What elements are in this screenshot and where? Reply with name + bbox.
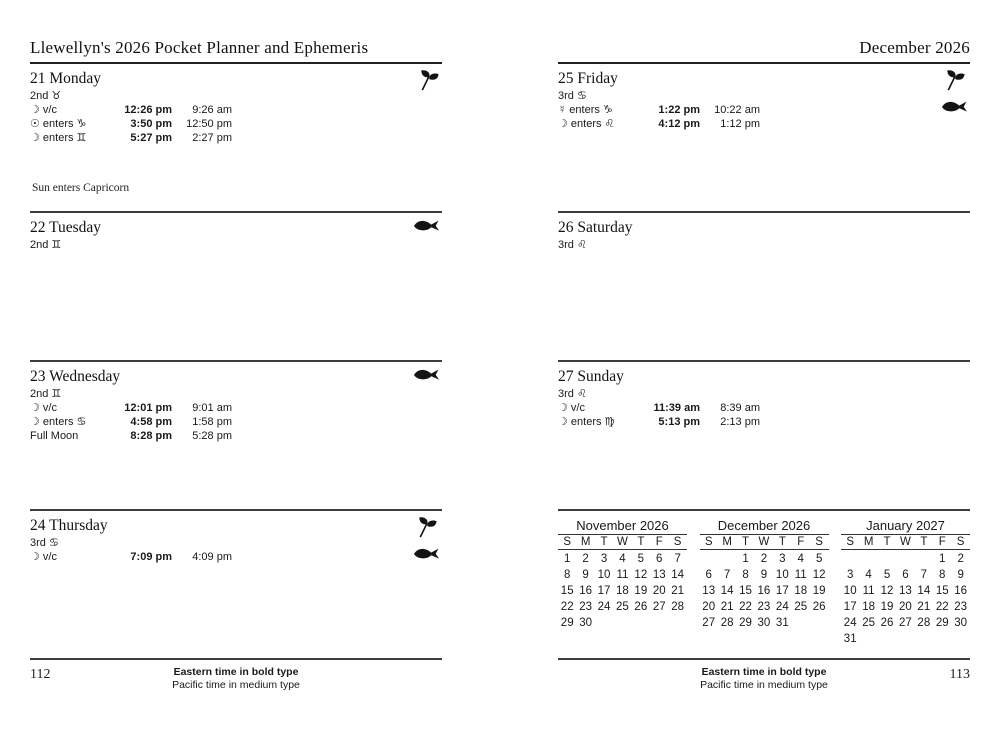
calendar-day (896, 631, 914, 647)
pacific-time-note: Pacific time in medium type (700, 678, 828, 691)
calendar-day: 29 (739, 617, 752, 629)
calendar-day (718, 551, 736, 567)
day-title: 26 Saturday (558, 219, 633, 236)
weekday-label: W (616, 536, 628, 548)
calendar-day: 5 (815, 553, 823, 565)
event-eastern-time: 5:13 pm (658, 416, 700, 428)
calendar-day (859, 631, 877, 647)
event-pacific-time: 2:13 pm (720, 416, 760, 428)
calendar-day: 20 (702, 601, 716, 613)
calendar-day: 16 (757, 585, 771, 597)
calendar-day: 12 (634, 569, 648, 581)
event-eastern-time: 1:22 pm (658, 104, 700, 116)
weekday-label: S (815, 536, 823, 548)
event-eastern-time: 4:58 pm (130, 416, 172, 428)
month-title: December 2026 (859, 38, 970, 57)
day-section-wednesday (30, 362, 442, 511)
right-page (558, 38, 970, 691)
calendar-day (933, 631, 951, 647)
calendar-day: 9 (957, 569, 964, 581)
calendar-day: 20 (652, 585, 666, 597)
day-section-saturday (558, 213, 970, 362)
calendar-grid (558, 550, 687, 631)
day-section-thursday (30, 511, 442, 660)
calendar-day: 3 (847, 569, 854, 581)
eastern-time-note: Eastern time in bold type (173, 666, 299, 678)
day-icons (941, 69, 968, 114)
calendar-day: 24 (597, 601, 611, 613)
calendar-day: 23 (579, 601, 592, 613)
weekday-label: S (956, 536, 965, 548)
event-eastern-time: 7:09 pm (130, 551, 172, 563)
left-page-footer (30, 660, 442, 691)
day-icons (413, 218, 440, 233)
calendar-day: 16 (579, 585, 592, 597)
event-pacific-time: 5:28 pm (192, 430, 232, 442)
calendar-day: 6 (705, 569, 712, 581)
event-eastern-time: 4:12 pm (658, 118, 700, 130)
calendar-month-title: November 2026 (576, 518, 669, 533)
calendar-day: 12 (812, 569, 826, 581)
calendar-day: 21 (720, 601, 734, 613)
mini-calendar-january-2027 (841, 518, 970, 647)
event-pacific-time: 4:09 pm (192, 551, 232, 563)
calendar-day (613, 615, 631, 631)
event-desc: ☽ v/c (30, 551, 57, 563)
calendar-day (650, 615, 668, 631)
calendar-day: 11 (794, 569, 807, 581)
calendar-day: 2 (760, 553, 768, 565)
event-desc: ☽ enters ♍ (558, 416, 615, 428)
mini-calendar-november-2026 (558, 518, 687, 647)
event-desc: Full Moon (30, 430, 79, 442)
calendar-day: 24 (775, 601, 789, 613)
weekday-label: T (742, 536, 750, 548)
day-title: 23 Wednesday (30, 368, 121, 385)
weekday-label: S (673, 536, 682, 548)
calendar-day: 15 (739, 585, 752, 597)
calendar-day: 18 (616, 585, 629, 597)
eastern-time-note: Eastern time in bold type (701, 666, 827, 678)
page-number: 112 (30, 667, 51, 682)
event-desc: ☉ enters ♑ (30, 118, 87, 130)
event-pacific-time: 2:27 pm (192, 132, 232, 144)
calendar-day: 12 (880, 585, 894, 597)
calendar-day: 14 (917, 585, 931, 597)
calendar-day: 1 (564, 553, 571, 565)
calendar-day: 21 (671, 585, 685, 597)
calendar-day: 25 (862, 617, 875, 629)
day-section-tuesday (30, 213, 442, 362)
fish-icon (413, 367, 440, 382)
weekday-label: T (883, 536, 891, 548)
calendar-day: 13 (702, 585, 716, 597)
moon-phase-sign: 3rd ♋ (558, 90, 587, 102)
event-row (558, 401, 970, 415)
weekday-label: M (863, 536, 874, 548)
calendar-day: 30 (954, 617, 968, 629)
calendar-day (841, 551, 859, 567)
calendar-day: 19 (880, 601, 894, 613)
event-pacific-time: 1:58 pm (192, 416, 232, 428)
day-section-monday (30, 64, 442, 213)
day-section-friday (558, 64, 970, 213)
weekday-label: T (600, 536, 608, 548)
moon-phase-sign: 2nd ♊ (30, 239, 62, 251)
event-row (30, 550, 442, 564)
calendar-day: 1 (742, 553, 749, 565)
calendar-day: 14 (720, 585, 734, 597)
calendar-day: 22 (935, 601, 949, 613)
event-list (30, 103, 442, 145)
weekday-label: F (797, 536, 805, 548)
calendar-day (915, 631, 933, 647)
calendar-day: 28 (720, 617, 734, 629)
moon-phase-sign: 3rd ♌ (558, 388, 587, 400)
calendar-month-title: January 2027 (866, 518, 945, 533)
fish-icon (413, 546, 440, 561)
calendar-grid (700, 550, 829, 631)
calendar-day: 15 (560, 585, 574, 597)
calendar-day: 11 (616, 569, 629, 581)
event-eastern-time: 12:26 pm (124, 104, 172, 116)
calendar-day (792, 615, 810, 631)
calendar-day: 13 (652, 569, 666, 581)
calendar-day: 4 (865, 569, 872, 581)
event-row (558, 103, 970, 117)
day-title: 27 Sunday (558, 368, 624, 385)
calendar-day: 19 (812, 585, 826, 597)
calendar-day (700, 551, 718, 567)
mini-calendar-row (558, 518, 970, 647)
calendar-day: 22 (739, 601, 752, 613)
calendar-day: 5 (637, 553, 645, 565)
weekday-label: S (704, 536, 713, 548)
event-pacific-time: 9:01 am (192, 402, 232, 414)
calendar-day (595, 615, 613, 631)
day-title: 24 Thursday (30, 517, 108, 534)
weekday-label: S (563, 536, 572, 548)
calendar-day: 15 (935, 585, 949, 597)
event-desc: ☽ v/c (30, 402, 57, 414)
event-eastern-time: 11:39 am (653, 402, 700, 414)
event-list (30, 401, 442, 443)
calendar-day: 29 (935, 617, 949, 629)
calendar-day: 14 (671, 569, 685, 581)
calendar-day: 28 (917, 617, 931, 629)
day-title: 21 Monday (30, 70, 102, 87)
calendar-day: 29 (560, 617, 574, 629)
weekday-label: F (938, 536, 946, 548)
event-desc: ☽ enters ♌ (558, 118, 615, 130)
calendar-day: 25 (616, 601, 629, 613)
event-list (558, 401, 970, 429)
mini-calendars-section (558, 511, 970, 660)
event-row (30, 401, 442, 415)
calendar-day: 3 (600, 553, 608, 565)
calendar-day: 10 (597, 569, 611, 581)
event-list (30, 550, 442, 564)
calendar-day: 8 (564, 569, 571, 581)
calendar-month-title: December 2026 (717, 518, 811, 533)
page-number: 113 (949, 667, 970, 682)
calendar-day: 2 (957, 553, 964, 565)
calendar-day: 31 (843, 633, 857, 645)
calendar-day (810, 615, 828, 631)
event-row (30, 131, 442, 145)
weekday-label: M (722, 536, 732, 548)
calendar-day: 26 (634, 601, 648, 613)
calendar-day: 19 (634, 585, 648, 597)
calendar-day: 24 (843, 617, 857, 629)
mini-calendar-december-2026 (700, 518, 829, 647)
calendar-day: 4 (619, 553, 626, 565)
event-eastern-time: 3:50 pm (130, 118, 172, 130)
calendar-day: 13 (899, 585, 912, 597)
calendar-day: 21 (917, 601, 931, 613)
calendar-day: 4 (797, 553, 804, 565)
event-eastern-time: 12:01 pm (124, 402, 172, 414)
event-desc: ☽ enters ♊ (30, 132, 87, 144)
moon-phase-sign: 3rd ♋ (30, 537, 59, 549)
calendar-day: 8 (939, 569, 946, 581)
event-list (558, 103, 970, 131)
event-eastern-time: 5:27 pm (130, 132, 172, 144)
event-row (30, 117, 442, 131)
calendar-day (632, 615, 650, 631)
calendar-day: 7 (723, 569, 731, 581)
calendar-day: 10 (775, 569, 789, 581)
day-note: Sun enters Capricorn (32, 182, 130, 194)
calendar-day: 17 (597, 585, 611, 597)
calendar-day: 30 (757, 617, 771, 629)
calendar-day: 18 (862, 601, 875, 613)
calendar-day (668, 615, 686, 631)
event-pacific-time: 9:26 am (192, 104, 232, 116)
day-icons (413, 367, 440, 382)
calendar-day: 26 (880, 617, 894, 629)
day-icons (413, 516, 440, 561)
calendar-day: 8 (742, 569, 749, 581)
calendar-day: 7 (920, 569, 928, 581)
calendar-day: 3 (779, 553, 786, 565)
calendar-day: 17 (775, 585, 789, 597)
leaf-icon (417, 69, 440, 92)
calendar-weekday-row (558, 534, 687, 550)
weekday-label: T (637, 536, 645, 548)
day-title: 22 Tuesday (30, 219, 102, 236)
calendar-day (859, 551, 877, 567)
fish-icon (413, 218, 440, 233)
calendar-day: 20 (899, 601, 912, 613)
calendar-day: 27 (652, 601, 666, 613)
weekday-label: M (580, 536, 591, 548)
event-row (30, 415, 442, 429)
right-page-footer (558, 660, 970, 691)
event-pacific-time: 10:22 am (714, 104, 760, 116)
calendar-day: 23 (757, 601, 771, 613)
event-desc: ☽ v/c (30, 104, 57, 116)
weekday-label: T (778, 536, 786, 548)
event-row (558, 415, 970, 429)
day-icons (417, 69, 440, 92)
calendar-day: 27 (702, 617, 716, 629)
event-desc: ☿ enters ♑ (558, 104, 613, 116)
calendar-day: 9 (760, 569, 768, 581)
day-section-sunday (558, 362, 970, 511)
event-desc: ☽ enters ♋ (30, 416, 87, 428)
day-title: 25 Friday (558, 70, 618, 87)
calendar-day: 27 (899, 617, 912, 629)
left-page-header (30, 38, 442, 64)
pacific-time-note: Pacific time in medium type (172, 678, 300, 691)
weekday-label: T (920, 536, 928, 548)
calendar-day: 6 (656, 553, 663, 565)
calendar-day: 10 (843, 585, 857, 597)
weekday-label: S (846, 536, 855, 548)
moon-phase-sign: 2nd ♉ (30, 90, 62, 102)
left-page (30, 38, 442, 691)
calendar-day: 28 (671, 601, 685, 613)
calendar-day: 2 (582, 553, 589, 565)
event-row (30, 103, 442, 117)
calendar-weekday-row (841, 534, 970, 550)
leaf-icon (943, 69, 966, 92)
right-page-header (558, 38, 970, 64)
calendar-day: 25 (794, 601, 808, 613)
calendar-day: 17 (843, 601, 857, 613)
event-eastern-time: 8:28 pm (130, 430, 172, 442)
calendar-weekday-row (700, 534, 829, 550)
event-row (30, 429, 442, 443)
moon-phase-sign: 2nd ♊ (30, 388, 62, 400)
calendar-grid (841, 550, 970, 647)
calendar-day: 6 (902, 569, 909, 581)
calendar-day: 26 (812, 601, 826, 613)
weekday-label: W (899, 536, 911, 548)
calendar-day: 22 (560, 601, 574, 613)
calendar-day (878, 631, 896, 647)
event-pacific-time: 12:50 pm (186, 118, 232, 130)
leaf-icon (415, 516, 438, 539)
weekday-label: F (655, 536, 663, 548)
event-desc: ☽ v/c (558, 402, 585, 414)
calendar-day: 11 (862, 585, 875, 597)
calendar-day: 9 (582, 569, 589, 581)
calendar-day: 30 (579, 617, 592, 629)
calendar-day: 18 (794, 585, 808, 597)
weekday-label: W (758, 536, 770, 548)
event-row (558, 117, 970, 131)
moon-phase-sign: 3rd ♌ (558, 239, 587, 251)
fish-icon (941, 99, 968, 114)
calendar-day: 5 (883, 569, 891, 581)
calendar-day: 1 (939, 553, 946, 565)
calendar-day (878, 551, 896, 567)
calendar-day: 23 (954, 601, 968, 613)
book-title: Llewellyn's 2026 Pocket Planner and Ephemeris (30, 38, 369, 57)
calendar-day (951, 631, 969, 647)
calendar-day (915, 551, 933, 567)
calendar-day (896, 551, 914, 567)
calendar-day: 16 (954, 585, 968, 597)
calendar-day: 31 (775, 617, 789, 629)
event-pacific-time: 8:39 am (720, 402, 760, 414)
event-pacific-time: 1:12 pm (720, 118, 760, 130)
calendar-day: 7 (674, 553, 681, 565)
